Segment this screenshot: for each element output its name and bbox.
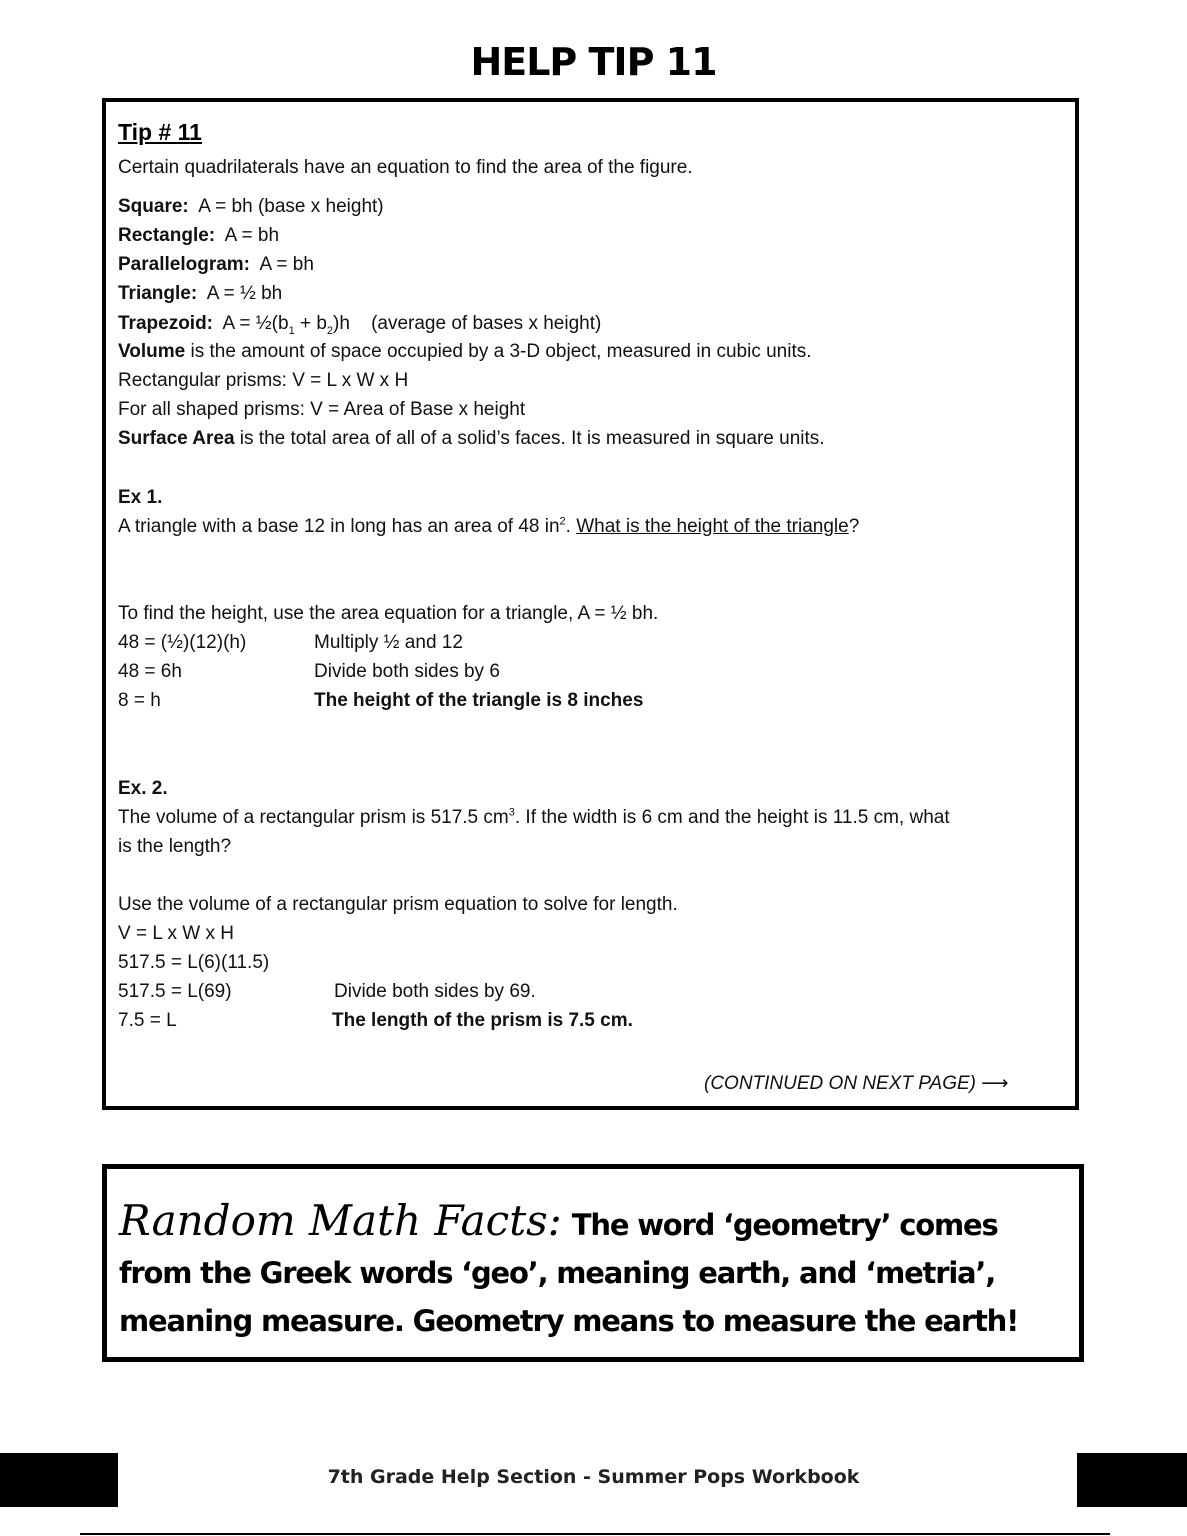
- example-2-answer: 7.5 = L The length of the prism is 7.5 cm.: [118, 1010, 633, 1031]
- footer-text: 7th Grade Help Section - Summer Pops Workbook: [327, 1466, 860, 1488]
- example-1-step: 48 = 6h Divide both sides by 6: [118, 661, 500, 682]
- all-prisms-formula: For all shaped prisms: V = Area of Base x height: [118, 399, 526, 420]
- example-1-answer: 8 = h The height of the triangle is 8 inches: [118, 690, 644, 711]
- formula-parallelogram: Parallelogram: A = bh: [118, 254, 314, 275]
- page-title: HELP TIP 11: [470, 40, 717, 84]
- help-tip-box: [102, 98, 1079, 1110]
- formula-rectangle: Rectangle: A = bh: [118, 225, 280, 246]
- facts-text: The word ‘geometry’ comes from the Greek words ‘geo’, meaning earth, and ‘metria’, meaning measure. Geometry means to measure the earth!: [119, 1208, 1019, 1338]
- example-1-method: To find the height, use the area equation for a triangle, A = ½ bh.: [118, 603, 659, 624]
- example-1-question: A triangle with a base 12 in long has an area of 48 $in^2$. What is the height of the triangle?: [118, 515, 860, 537]
- example-2-question: The volume of a rectangular prism is 517.5 $cm^3$. If the width is 6 cm and the height is 11.5 cm, what: [118, 806, 950, 828]
- example-2-method: Use the volume of a rectangular prism equation to solve for length.: [118, 894, 678, 915]
- example-2-question-cont: is the length?: [118, 836, 232, 857]
- random-math-facts-box: [102, 1164, 1084, 1362]
- tip-heading: Tip # 11: [118, 119, 202, 145]
- example-1-heading: Ex 1.: [118, 487, 163, 508]
- formula-triangle: Triangle: A = ½ bh: [118, 283, 283, 304]
- example-2-equation: V = L x W x H: [118, 923, 234, 944]
- footer-rule: [80, 1533, 1110, 1535]
- example-2-equation: 517.5 = L(6)(11.5): [118, 952, 270, 973]
- random-math-facts: [119, 1197, 1069, 1345]
- formula-square: Square: A = bh (base x height): [118, 196, 384, 217]
- example-2-heading: Ex. 2.: [118, 778, 168, 799]
- continued-note: (CONTINUED ON NEXT PAGE) ⟶: [704, 1073, 1009, 1094]
- facts-label: Random Math Facts:: [119, 1196, 562, 1245]
- tip-intro: Certain quadrilaterals have an equation to find the area of the figure.: [118, 157, 693, 178]
- formula-trapezoid: Trapezoid: $A = \frac{1}{2}(b_1 + b_2)h$ (average of bases x height): [118, 313, 602, 337]
- example-2-step: 517.5 = L(69) Divide both sides by 69.: [118, 981, 536, 1002]
- example-1-step: 48 = (½)(12)(h) Multiply ½ and 12: [118, 632, 463, 653]
- rectangular-prism-formula: Rectangular prisms: V = L x W x H: [118, 370, 409, 391]
- surface-area-definition: Surface Area is the total area of all of a solid’s faces. It is measured in square units.: [118, 428, 825, 449]
- volume-definition: Volume is the amount of space occupied by a 3-D object, measured in cubic units.: [118, 341, 812, 362]
